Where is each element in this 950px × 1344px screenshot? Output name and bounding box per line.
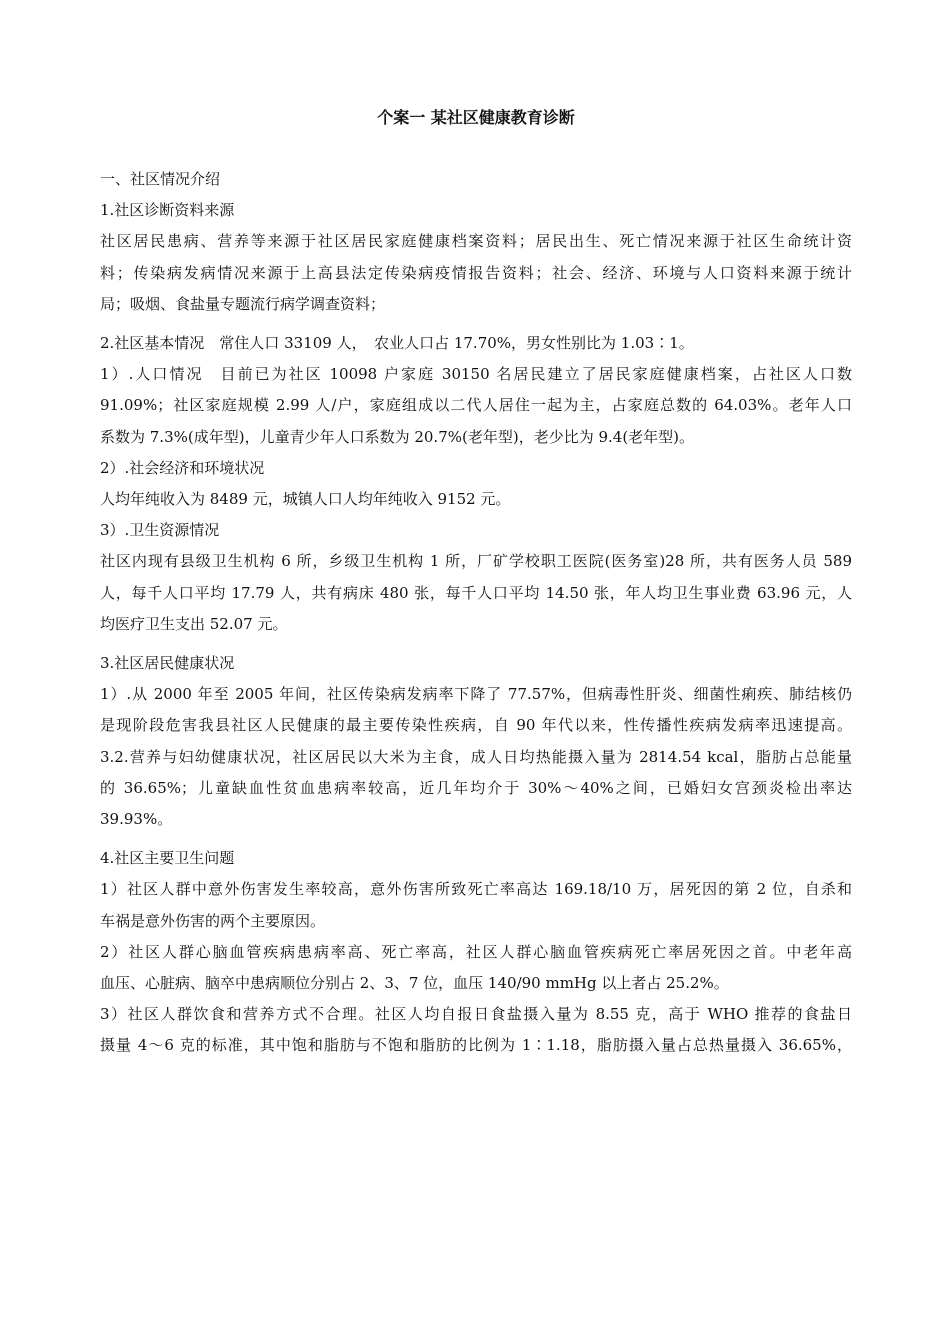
text-line: 2）.社会经济和环境状况 bbox=[100, 458, 265, 477]
text-line: 人，每千人口平均 17.79 人，共有病床 480 张，每千人口平均 14.50 张，年人均卫生事业费 63.96 元，人 bbox=[100, 583, 852, 602]
text-line: 人均年纯收入为 8489 元，城镇人口人均年纯收入 9152 元。 bbox=[100, 490, 511, 509]
paragraph-gap bbox=[100, 320, 852, 328]
text-line: 3.社区居民健康状况 bbox=[100, 654, 235, 673]
text-line: 社区内现有县级卫生机构 6 所，乡级卫生机构 1 所，厂矿学校职工医院(医务室)28 所，共有医务人员 589 bbox=[100, 552, 852, 571]
text-line: 1）.人口情况 目前已为社区 10098 户家庭 30150 名居民建立了居民家庭健康档案，占社区人口数 bbox=[100, 365, 852, 384]
text-line: 1）.从 2000 年至 2005 年间，社区传染病发病率下降了 77.57%，但病毒性肝炎、细菌性痢疾、肺结核仍 bbox=[100, 685, 852, 704]
text-line: 3）.卫生资源情况 bbox=[100, 521, 220, 540]
text-line: 1）社区人群中意外伤害发生率较高，意外伤害所致死亡率高达 169.18/10 万，居死因的第 2 位，自杀和 bbox=[100, 880, 852, 899]
text-line: 系数为 7.3%(成年型)，儿童青少年人口系数为 20.7%(老年型)，老少比为 9.4(老年型)。 bbox=[100, 427, 695, 446]
text-line: 3.2.营养与妇幼健康状况，社区居民以大米为主食，成人日均热能摄入量为 2814.54 kcal，脂肪占总能量 bbox=[100, 747, 852, 766]
text-line: 均医疗卫生支出 52.07 元。 bbox=[100, 614, 288, 633]
document-title: 个案一 某社区健康教育诊断 bbox=[377, 108, 575, 127]
text-line: 91.09%；社区家庭规模 2.99 人/户，家庭组成以二代人居住一起为主，占家庭总数的 64.03%。老年人口 bbox=[100, 396, 852, 415]
text-line: 社区居民患病、营养等来源于社区居民家庭健康档案资料；居民出生、死亡情况来源于社区生命统计资 bbox=[100, 232, 852, 251]
text-line: 39.93%。 bbox=[100, 810, 173, 829]
document-body bbox=[100, 164, 852, 1062]
text-line: 摄量 4～6 克的标准，其中饱和脂肪与不饱和脂肪的比例为 1∶1.18，脂肪摄入量占总热量摄入 36.65%， bbox=[100, 1036, 852, 1055]
text-line: 2）社区人群心脑血管疾病患病率高、死亡率高，社区人群心脑血管疾病死亡率居死因之首。中老年高 bbox=[100, 942, 852, 961]
text-line: 是现阶段危害我县社区人民健康的最主要传染性疾病，自 90 年代以来，性传播性疾病发病率迅速提高。 bbox=[100, 716, 852, 735]
text-line: 1.社区诊断资料来源 bbox=[100, 201, 235, 220]
text-line: 料；传染病发病情况来源于上高县法定传染病疫情报告资料；社会、经济、环境与人口资料来源于统计 bbox=[100, 263, 852, 282]
text-line: 一、社区情况介绍 bbox=[100, 170, 221, 188]
text-line: 车祸是意外伤害的两个主要原因。 bbox=[100, 911, 326, 930]
paragraph-gap bbox=[100, 835, 852, 843]
text-line: 3）社区人群饮食和营养方式不合理。社区人均自报日食盐摄入量为 8.55 克，高于 WHO 推荐的食盐日 bbox=[100, 1005, 852, 1024]
paragraph-gap bbox=[100, 640, 852, 648]
text-line: 的 36.65%；儿童缺血性贫血患病率较高，近几年均介于 30%～40%之间，已婚妇女宫颈炎检出率达 bbox=[100, 778, 852, 797]
text-line: 局；吸烟、食盐量专题流行病学调查资料； bbox=[100, 294, 386, 313]
text-line: 2.社区基本情况 常住人口 33109 人， 农业人口占 17.70%，男女性别比为 1.03∶1。 bbox=[100, 334, 694, 353]
text-line: 4.社区主要卫生问题 bbox=[100, 849, 235, 868]
text-line: 血压、心脏病、脑卒中患病顺位分别占 2、3、7 位，血压 140/90 mmHg 以上者占 25.2%。 bbox=[100, 974, 729, 993]
